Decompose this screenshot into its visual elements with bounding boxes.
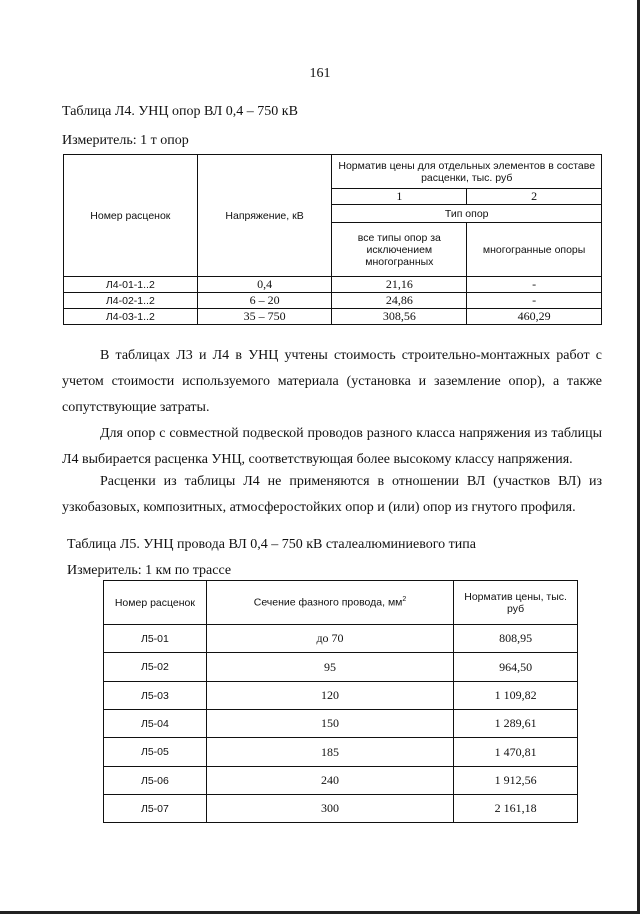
- table-l5-unit: Измеритель: 1 км по трассе: [67, 563, 232, 578]
- cell-price: 1 109,82: [454, 682, 578, 710]
- cell-voltage: 6 – 20: [197, 293, 332, 309]
- table-row: [104, 682, 578, 710]
- paragraph-1: [62, 343, 602, 421]
- table-l4: [63, 154, 602, 325]
- cell-value-1: 21,16: [332, 277, 467, 293]
- cell-value-1: 308,56: [332, 309, 467, 325]
- header-all-types: все типы опор за исключением многогранных: [332, 223, 467, 277]
- header-rate-number: Номер расценок: [64, 155, 198, 277]
- cell-section: 95: [206, 653, 453, 682]
- paragraph-line: узкобазовых, композитных, атмосферостойких опор и (или) опор из гнутого профиля.: [62, 500, 576, 515]
- cell-code: Л4-01-1..2: [64, 277, 198, 293]
- cell-code: Л4-02-1..2: [64, 293, 198, 309]
- cell-price: 808,95: [454, 625, 578, 653]
- table-row: [104, 795, 578, 823]
- table-row: [64, 309, 602, 325]
- cell-code: Л5-06: [104, 767, 207, 795]
- cell-voltage: 35 – 750: [197, 309, 332, 325]
- paragraph-line: Л4 выбирается расценка УНЦ, соответствующая более высокому классу напряжения.: [62, 452, 573, 467]
- cell-section: 240: [206, 767, 453, 795]
- header-col-2: 2: [467, 189, 602, 205]
- cell-section: 300: [206, 795, 453, 823]
- table-row: [64, 293, 602, 309]
- cell-price: 2 161,18: [454, 795, 578, 823]
- cell-section: 120: [206, 682, 453, 710]
- cell-value-2: -: [467, 293, 602, 309]
- cell-code: Л5-02: [104, 653, 207, 682]
- cell-price: 1 289,61: [454, 710, 578, 738]
- cell-value-2: -: [467, 277, 602, 293]
- cell-price: 1 912,56: [454, 767, 578, 795]
- cell-section: до 70: [206, 625, 453, 653]
- cell-code: Л5-04: [104, 710, 207, 738]
- paragraph-line: учетом стоимости используемого материала (установка и заземление опор), а также: [62, 374, 602, 389]
- table-l4-unit: Измеритель: 1 т опор: [62, 133, 189, 148]
- paragraph-line: Для опор с совместной подвеской проводов разного класса напряжения из таблицы: [100, 426, 602, 441]
- cell-section: 150: [206, 710, 453, 738]
- table-row: [104, 710, 578, 738]
- table-l4-caption: Таблица Л4. УНЦ опор ВЛ 0,4 – 750 кВ: [62, 104, 298, 119]
- page-number: 161: [309, 66, 331, 81]
- header-voltage: Напряжение, кВ: [197, 155, 332, 277]
- table-row: [64, 277, 602, 293]
- paragraph-line: В таблицах Л3 и Л4 в УНЦ учтены стоимость строительно-монтажных работ с: [100, 348, 602, 363]
- cell-code: Л5-01: [104, 625, 207, 653]
- header-polygonal: многогранные опоры: [467, 223, 602, 277]
- header-col-1: 1: [332, 189, 467, 205]
- paragraph-3: [62, 469, 602, 521]
- table-row: [104, 767, 578, 795]
- table-row: [104, 738, 578, 767]
- header-rate-number: Номер расценок: [104, 581, 207, 625]
- paragraph-line: Расценки из таблицы Л4 не применяются в отношении ВЛ (участков ВЛ) из: [100, 474, 602, 489]
- cell-code: Л4-03-1..2: [64, 309, 198, 325]
- paragraph-2: [62, 421, 602, 473]
- cell-section: 185: [206, 738, 453, 767]
- paragraph-line: сопутствующие затраты.: [62, 400, 210, 415]
- cell-code: Л5-03: [104, 682, 207, 710]
- cell-value-1: 24,86: [332, 293, 467, 309]
- cell-code: Л5-05: [104, 738, 207, 767]
- header-norm: Норматив цены для отдельных элементов в составе расценки, тыс. руб: [332, 155, 602, 189]
- table-l5: [103, 580, 578, 823]
- cell-voltage: 0,4: [197, 277, 332, 293]
- cell-value-2: 460,29: [467, 309, 602, 325]
- table-l5-caption: Таблица Л5. УНЦ провода ВЛ 0,4 – 750 кВ сталеалюминиевого типа: [67, 537, 476, 552]
- header-support-type: Тип опор: [332, 205, 602, 223]
- cell-code: Л5-07: [104, 795, 207, 823]
- header-norm: Норматив цены, тыс. руб: [454, 581, 578, 625]
- cell-price: 964,50: [454, 653, 578, 682]
- table-row: [104, 625, 578, 653]
- table-row: [104, 653, 578, 682]
- cell-price: 1 470,81: [454, 738, 578, 767]
- header-section: Сечение фазного провода, $мм^2$: [206, 581, 453, 625]
